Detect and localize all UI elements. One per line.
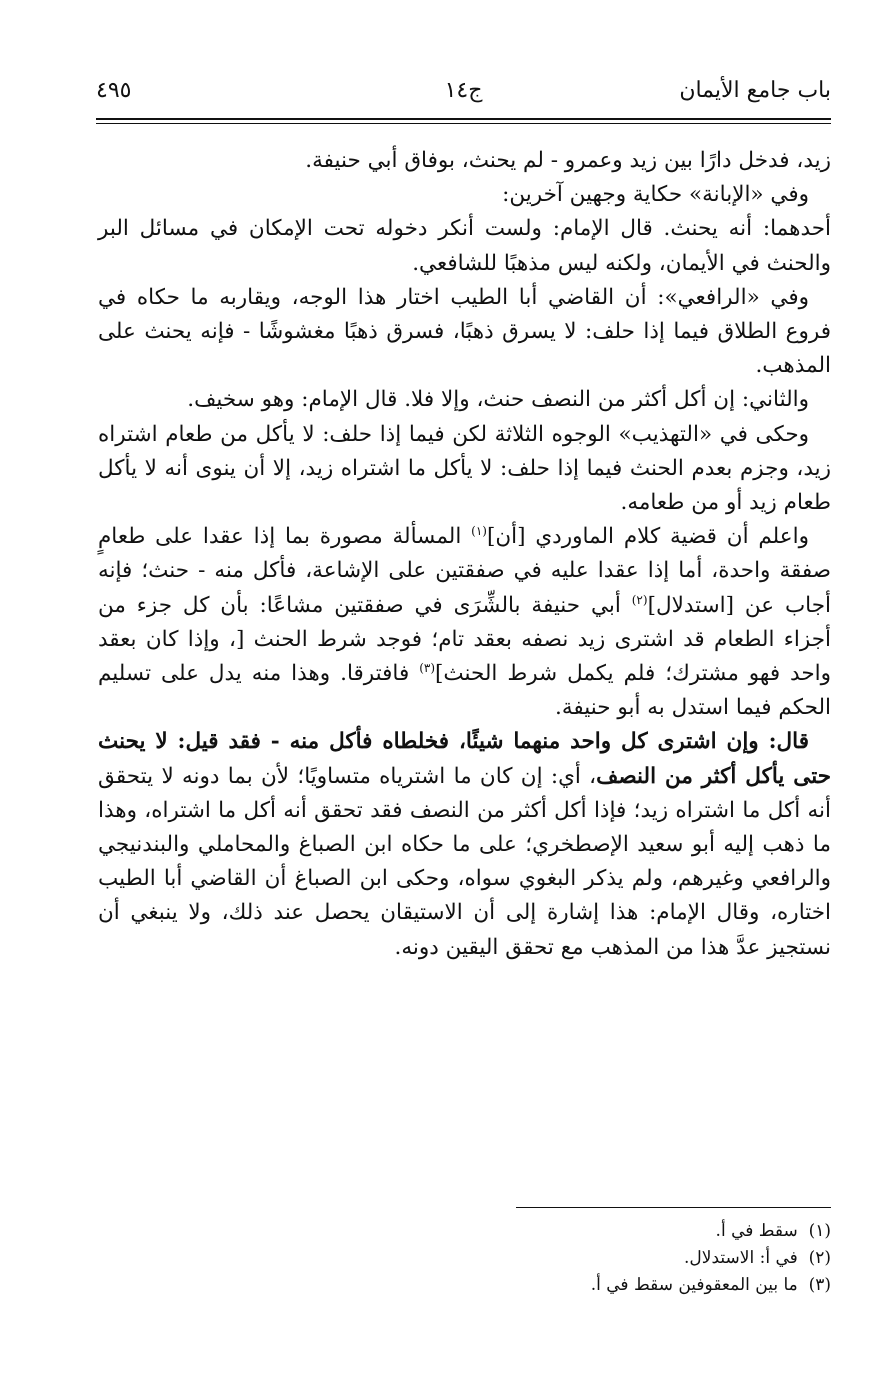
text-segment: فافترقا. وهذا منه يدل على تسليم الحكم فيما استدل به أبو حنيفة. xyxy=(98,661,831,721)
footnote-text: ما بين المعقوفين سقط في أ. xyxy=(590,1275,798,1295)
paragraph xyxy=(98,725,831,964)
paragraph: أحدهما: أنه يحنث. قال الإمام: ولست أنكر دخوله تحت الإمكان في مسائل البر والحنث في الأيمان، ولكنه ليس مذهبًا للشافعي. xyxy=(98,216,831,276)
footnote xyxy=(98,1218,831,1245)
footnote xyxy=(98,1272,831,1299)
footnotes xyxy=(98,1218,831,1299)
footnote xyxy=(98,1245,831,1272)
footnote-text: سقط في أ. xyxy=(715,1221,798,1241)
footnote-ref: (٣) xyxy=(419,660,436,675)
volume-label: ج١٤ xyxy=(444,78,483,103)
footnote-number: (١) xyxy=(808,1221,831,1241)
header-rule-thin xyxy=(96,123,831,124)
running-header xyxy=(96,78,831,118)
footnote-ref: (١) xyxy=(471,524,487,539)
footnote-separator xyxy=(516,1207,831,1208)
paragraph: وحكى في «التهذيب» الوجوه الثلاثة لكن فيما إذا حلف: لا يأكل من طعام اشتراه زيد، وجزم بعدم الحنث فيما إذا حلف: لا يأكل ما اشتراه زيد، إلا أن ينوى أنه لا يأكل طعام زيد أو من طعامه. xyxy=(98,421,831,516)
footnote-ref: (٢) xyxy=(631,592,648,607)
chapter-title: باب جامع الأيمان xyxy=(679,78,831,103)
text-segment: المسألة مصورة بما إذا عقدا على طعامٍ صفقة واحدة، أما إذا عقدا عليه في صفقتين على الإشاعة، فأكل منه - حنث؛ فإنه أجاب عن [استدلال] xyxy=(98,524,831,618)
matn-text: قال: وإن اشترى كل واحد منهما شيئًا، فخلطاه فأكل منه - فقد قيل: لا يحنث حتى يأكل أكثر من النصف xyxy=(98,729,832,789)
commentary-text: ، أي: إن كان ما اشترياه متساويًا؛ لأن بما دونه لا يتحقق أنه أكل ما اشتراه زيد؛ فإذا أكل أكثر من النصف فقد تحقق أنه أكل ما اشتراه، وهذا ما ذهب إليه أبو سعيد الإصطخري؛ على ما حكاه ابن الصباغ والمحاملي والبندنيجي والرافعي وغيرهم، ولم يذكر البغوي سواه، وحكى ابن الصباغ أن القاضي أبا الطيب اختاره، وقال الإمام: هذا إشارة إلى أن الاستيقان يحصل عند ذلك، ولا ينبغي أن نستجيز عدَّ هذا من المذهب مع تحقق اليقين دونه. xyxy=(98,763,831,960)
footnote-text: في أ: الاستدلال. xyxy=(684,1248,798,1268)
footnote-number: (٣) xyxy=(808,1275,831,1295)
header-rule-thick xyxy=(96,118,831,120)
paragraph: والثاني: إن أكل أكثر من النصف حنث، وإلا فلا. قال الإمام: وهو سخيف. xyxy=(187,387,809,413)
paragraph: وفي «الرافعي»: أن القاضي أبا الطيب اختار هذا الوجه، ويقاربه ما حكاه في فروع الطلاق فيما إذا حلف: لا يسرق ذهبًا، فسرق ذهبًا مغشوشًا - فإنه يحنث على المذهب. xyxy=(98,284,831,379)
main-text xyxy=(98,144,831,965)
paragraph: وفي «الإبانة» حكاية وجهين آخرين: xyxy=(502,182,809,208)
text-segment: أبي حنيفة بالشِّرَى في صفقتين مشاعًا: بأن كل جزء من أجزاء الطعام قد اشترى زيد نصفه بعقد تام؛ فوجد شرط الحنث [، وإذا كان بعقد واحد فهو مشترك؛ فلم يكمل شرط الحنث] xyxy=(98,592,831,687)
paragraph xyxy=(98,520,831,725)
page-number: ٤٩٥ xyxy=(96,78,132,103)
text-segment: واعلم أن قضية كلام الماوردي [أن] xyxy=(486,524,809,550)
paragraph: زيد، فدخل دارًا بين زيد وعمرو - لم يحنث، بوفاق أبي حنيفة. xyxy=(305,148,831,173)
footnote-number: (٢) xyxy=(808,1248,831,1268)
